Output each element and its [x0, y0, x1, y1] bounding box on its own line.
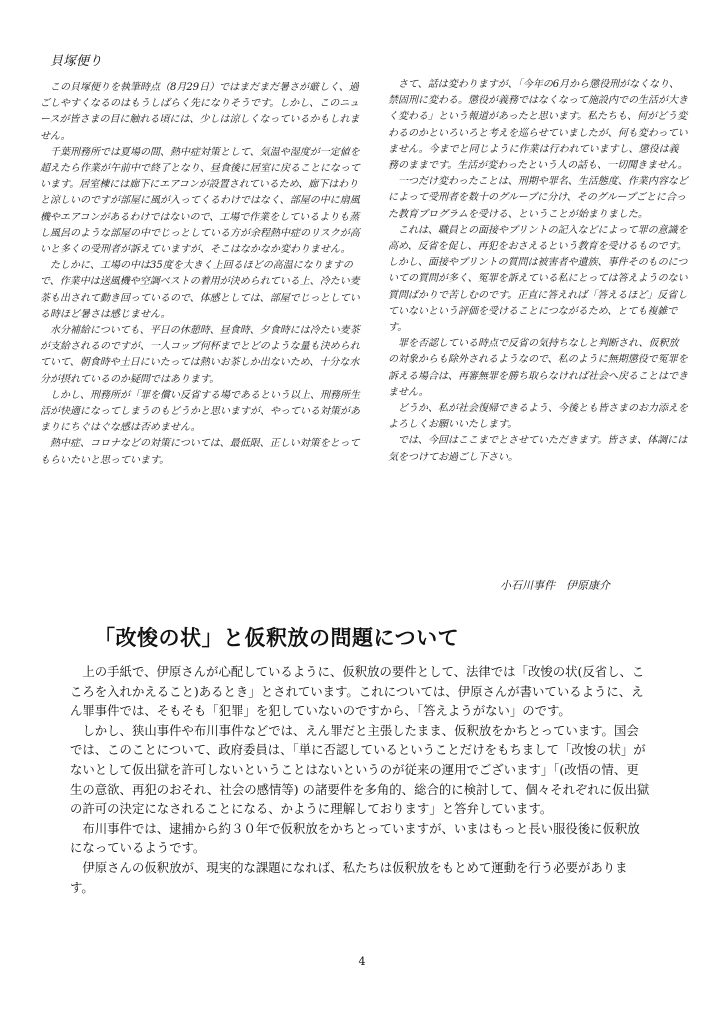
handwritten-letter [40, 40, 690, 610]
body-paragraph: 布川事件では、逮捕から約３０年で仮釈放をかちとっていますが、いまはもっと長い服役後に仮釈放になっているようです。 [70, 820, 640, 856]
letter-paragraph: 罪を否認している時点で反省の気持ちなしと判断され、仮釈放の対象からも除外されるようなので、私のように無期懲役で冤罪を訴える場合は、再審無罪を勝ち取らなければ社会へ戻ることはできません。 [388, 338, 688, 398]
letter-paragraph: 千葉刑務所では夏場の間、熱中症対策として、気温や湿度が一定値を超えたら作業が午前中で終了となり、昼食後に居室に戻ることになっています。居室棟には廊下にエアコンが設置されているため、廊下はわりと涼しいのですが部屋に風が入ってくるわけではなく、部屋の中に扇風機やエアコンがあるわけではないので、工場で作業をしているよりも蒸し風呂のような部屋の中でじっとしている方が余程熱中症のリスクが高いと多くの受刑者が訴えていますが、そこはなかなか変わりません。 [40, 146, 360, 256]
letter-paragraph: これは、職員との面接やプリントの記入などによって罪の意識を高め、反省を促し、再犯をおさえるという教育を受けるものです。しかし、面接やプリントの質問は被害者や遺族、事件そのものについての質問が多く、冤罪を訴えている私にとっては答えようのない質問ばかりで苦しむのです。正直に答えれば「答えるほど」反省していないという評価を受けることにつながるため、とても複雑です。 [388, 224, 688, 334]
letter-paragraph: しかし、刑務所が「罪を償い反省する場であるという以上、刑務所生活が快適になってしまうのもどうかと思いますが、やっている対策があまりにちぐはぐな感は否めません。 [40, 389, 360, 434]
body-paragraph: 上の手紙で、伊原さんが心配しているように、仮釈放の要件として、法律では「改悛の状(反省し、こころを入れかえること)あるとき」とされています。これについては、伊原さんが書いているように、えん罪事件では、そもそも「犯罪」を犯していないのですから、「答えようがない」のです。 [70, 664, 645, 719]
letter-paragraph: 熱中症、コロナなどの対策については、最低限、正しい対策をとってもらいたいと思っています。 [40, 438, 360, 466]
section-body [70, 662, 650, 897]
letter-signature: 小石川事件 伊原康介 [500, 579, 610, 592]
letter-paragraph: さて、話は変わりますが、「今年の6月から懲役刑がなくなり、禁固刑に変わる。懲役が義務ではなくなって施設内での生活が大きく変わる」という報道があったと思います。私たちも、何がどう変わるのかといろいろと考えを巡らせていましたが、何も変わっていません。今までと同じように作業は行われていますし、懲役は義務のままです。生活が変わったという人の話も、一切聞きません。 [388, 79, 688, 172]
page-number: 4 [358, 955, 366, 968]
body-paragraph: 伊原さんの仮釈放が、現実的な課題になれば、私たちは仮釈放をもとめて運動を行う必要があります。 [70, 859, 628, 895]
letter-paragraph: 水分補給についても、平日の休憩時、昼食時、夕食時には冷たい麦茶が支給されるのですが、一人コップ何杯までとどのような量も決められていて、朝食時や土日にいたっては熱いお茶しか出ないため、十分な水分が摂れているのか疑問ではあります。 [40, 325, 360, 385]
body-paragraph: しかし、狭山事件や布川事件などでは、えん罪だと主張したまま、仮釈放をかちとっています。国会では、このことについて、政府委員は、「単に否認しているということだけをもちまして「改悛の状」がないとして仮出獄を許可しないということはないというのが従来の運用でございます」「(改悟の情、更生の意欲、再犯のおそれ、社会の感情等) の諸要件を多角的、総合的に検討して、個々それぞれに仮出獄の許可の決定になされることになる、かように理解しております」と答弁しています。 [70, 722, 650, 817]
letter-title: 貝塚便り [50, 54, 103, 69]
letter-paragraph: 一つだけ変わったことは、刑期や罪名、生活態度、作業内容などによって受刑者を数十のグループに分け、そのグループごとに合った教育プログラムを受ける、ということが始まりました。 [388, 176, 688, 220]
letter-right-column [388, 77, 688, 466]
letter-left-column [40, 80, 365, 469]
letter-paragraph: この貝塚便りを執筆時点（8月29日）ではまだまだ暑さが厳しく、過ごしやすくなるのはもうしばらく先になりそうです。しかし、このニュースが皆さまの目に触れる頃には、少しは涼しくなっているかもしれません。 [40, 82, 360, 142]
section-heading: 「改悛の状」と仮釈放の問題について [94, 626, 460, 650]
letter-paragraph: たしかに、工場の中は35度を大きく上回るほどの高温になりますので、作業中は送風機や空調ベストの着用が決められている上、冷たい麦茶も出されて動き回っているので、体感としては、部屋でじっとしている時ほど暑さは感じません。 [40, 260, 360, 320]
letter-paragraph: では、今回はここまでとさせていただきます。皆さま、体調には気をつけてお過ごし下さい。 [388, 435, 688, 463]
letter-paragraph: どうか、私が社会復帰できるよう、今後とも皆さまのお力添えをよろしくお願いいたします。 [388, 403, 688, 431]
